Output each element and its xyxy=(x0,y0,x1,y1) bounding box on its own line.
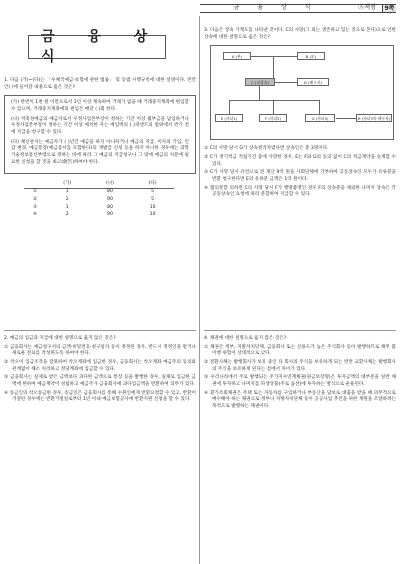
table-cell: 2 xyxy=(65,197,69,203)
question-2-stem: 2. 예금의 입금과 지급에 대한 설명으로 옳지 않은 것은? xyxy=(4,336,116,341)
table-cell: ② xyxy=(32,197,38,203)
section-divider xyxy=(204,330,396,331)
question-1-item-c: (다) 체신관서는 예금자가 ( )년간 예금을 하지 아니하거나 예금의 지급, 이자의 기입, 인감 변경, 예금통장(예금증서를 포함한다)의 재발급 신청 등을 하지 아니한 경우에는 과학기술정보통신부령으로 정하는 바에 따라 그 예금의 지급청구나 그 밖에 예금의 처분에 필요한 신청을 할 것을 최고(催告)하여야 한다. xyxy=(11,139,189,165)
table-cell: 1 xyxy=(65,204,69,210)
header-page-number: 9쪽 xyxy=(382,5,396,12)
question-1 xyxy=(4,78,196,220)
table-cell: ③ xyxy=(32,204,38,210)
question-4-choice-2[interactable]: ② 전환사채는 발행회사가 보유 중인 타 회사의 주식을 보유하게 되는 반면 교환사채는 발행회사의 주식을 보유하게 된다는 점에서 차이가 있다. xyxy=(204,359,396,372)
question-2-choice-1[interactable]: ① 금융회사는 예금청구서의 금액·비밀번호·청구일자 등이 정정된 경우, 반드시 정정인을 받거나 새로운 전표를 작성하도록 하여야 한다. xyxy=(4,344,196,357)
question-1-item-b: (나) 저축성예금의 예금자로서 우정사업본부장이 정하는 기간 이상 월부금을 납입하거나 우정사업본부장이 정하는 기간 이상 예치한 자는 예입액의 ( )퍼센트의 범위에서 반기 전에 지급을 청구할 수 있다. xyxy=(11,116,189,135)
tree-connector xyxy=(229,100,230,114)
table-row[interactable] xyxy=(24,197,174,205)
tree-connector xyxy=(273,82,297,83)
question-2-choice-2[interactable]: ② 착오이 입금조작을 잘못하여 착오계좌에 입금한 경우, 금융회사는 착오계좌 예금주의 동의와 관계없이 해소 처리하고 정당계좌에 입금할 수 있다. xyxy=(4,359,196,372)
question-1-answer-table xyxy=(24,180,174,219)
tree-connector xyxy=(319,100,320,114)
tree-connector xyxy=(273,100,274,114)
question-3-choice-4[interactable]: ④ 협의분할 의하면 C의 사망 당시 F가 행방불명인 경우 F의 상속분을 제외한 나머지 상속은 각 공동상속인 요청에 따라 분할하여 지급할 수 있다. xyxy=(204,185,396,198)
tree-connector xyxy=(247,56,301,57)
tree-connector xyxy=(273,56,274,78)
tree-node-f: F (자녀2) xyxy=(259,114,287,122)
table-cell: 5 xyxy=(151,189,155,195)
question-1-item-a: (가) 한번이 1천 원 이만으로서 1년 이상 계속하여 거래가 없을 때 거래중지계좌에 편입할 수 있으며, 거래중지계좌에의 편입은 매년 ( )회 한다. xyxy=(11,100,189,112)
table-cell: 1 xyxy=(65,189,69,195)
header-subject: 금 융 상 식 xyxy=(233,4,319,12)
table-cell: 2 xyxy=(65,212,69,218)
page-title: 금 융 상 식 xyxy=(28,35,166,59)
column-divider xyxy=(199,16,200,564)
tree-node-b: B (모) xyxy=(297,52,325,60)
tree-connector xyxy=(229,100,319,101)
table-cell: 90 xyxy=(107,212,113,218)
table-header xyxy=(24,180,46,188)
table-cell: 90 xyxy=(107,197,113,203)
tree-node-h: H (자녀3의 배우자) xyxy=(357,116,391,122)
question-4-stem: 4. 채권에 대한 설명으로 옳지 않은 것은? xyxy=(204,336,287,341)
question-3-choice-2[interactable]: ② C가 정기적금 적립기간 중에 사망한 경우, E는 F와 G의 동의 없이 C의 적금계약을 승계할 수 있다. xyxy=(204,154,396,167)
table-cell: 10 xyxy=(149,204,156,210)
table-row[interactable] xyxy=(24,212,174,220)
question-2-choice-3[interactable]: ③ 금융회사는 실제로 받은 금액보다 과다한 금액으로 통장 등을 발행한 경우, 실제로 입금한 금액에 한하여 예금계약이 성립하고 예금주가 금융회사에 과다입금액을 반환하여 의무가 있다. xyxy=(4,375,196,387)
page-header xyxy=(200,4,396,13)
tree-node-a: A (부) xyxy=(223,52,251,60)
tree-connector xyxy=(336,118,356,119)
tree-node-c: C (피상속) xyxy=(245,78,275,86)
table-cell: ④ xyxy=(32,212,38,218)
table-cell: ① xyxy=(32,189,38,195)
table-cell: 10 xyxy=(149,212,156,218)
question-3-choice-1[interactable]: ① C의 사망 당시 G가 상속결격자였다면 상속인은 총 3명이다. xyxy=(204,146,329,152)
question-3-choice-3[interactable]: ③ C가 사망 당시 유언으로 전 재산 9억 원을 사회단체에 기부하여 공동상속인 모두가 유류분을 반환 청구한다면 E의 유류분 금액은 1억 원이다. xyxy=(204,170,396,182)
question-2 xyxy=(4,336,196,404)
tree-node-g: G (자녀3) xyxy=(305,114,335,122)
question-4-choice-4[interactable]: ④ 환가조회채권은 주택 또는 자동차를 구입하거나 부동산을 담보로 대출을 받을 때 의무적으로 매수해야 하는 채권으로 정부나 지방자치단체 등이 공공사업 추진을 위한 재원을 조달하려는 목적으로 발행하는 채권이다. xyxy=(204,390,396,409)
question-4-choice-1[interactable]: ① 채권은 정부, 지방자치단체, 금융회사 또는 신용도가 높은 주식회사 등이 발행하므로 채무 불이행 위험이 상대적으로 낮다. xyxy=(204,344,396,357)
question-1-stem: 1. 다음 (가)~(다)는 「우체국예금·보험에 관한 법률」 및 동법 시행규칙에 대한 설명이다. 빈칸 안( )에 들어갈 내용으로 옳은 것은? xyxy=(4,78,196,90)
table-row[interactable] xyxy=(24,204,174,212)
question-2-choice-4[interactable]: ④ 송금인의 착오송금한 경우, 송금인은 금융회사를 통해 수취인에게 반환요청할 수 있고, 반환이 거절된 경우에는 반환거절일로부터 1년 이내 예금보험공사에 반환지원 신청을 할 수 있다. xyxy=(4,390,196,403)
table-header: (다) xyxy=(131,180,174,188)
question-1-box xyxy=(4,95,196,174)
question-3-stem: 3. 다음은 상속 가계도를 나타낸 것이다. C의 사망(그 외는 생존하고 있는 것으로 본다)으로 인한 상속에 대한 설명으로 옳은 것은? xyxy=(204,28,396,40)
table-header: (가) xyxy=(46,180,89,188)
table-header: (나) xyxy=(89,180,132,188)
family-tree-diagram xyxy=(210,45,394,140)
table-cell: 80 xyxy=(107,189,113,195)
tree-connector xyxy=(259,86,260,100)
header-exam-type: Ⓐ책형 xyxy=(358,4,376,12)
table-row[interactable] xyxy=(24,188,174,196)
tree-node-d: D (배우자) xyxy=(297,78,329,86)
table-cell: 80 xyxy=(107,204,113,210)
question-4-choice-3[interactable]: ③ 우리나라에서 주로 발행되는 주가지수연계채권(원금보장형)은 투자금액의 대부분을 일반 채권에 투자하고 나머지를 파생상품(주로 옵션)에 투자하는 방식으로 운용된다. xyxy=(204,375,396,387)
section-divider xyxy=(4,330,196,331)
tree-node-e: E (자녀1) xyxy=(215,114,243,122)
question-4 xyxy=(204,336,396,411)
question-3 xyxy=(204,28,396,199)
table-cell: 5 xyxy=(151,197,155,203)
